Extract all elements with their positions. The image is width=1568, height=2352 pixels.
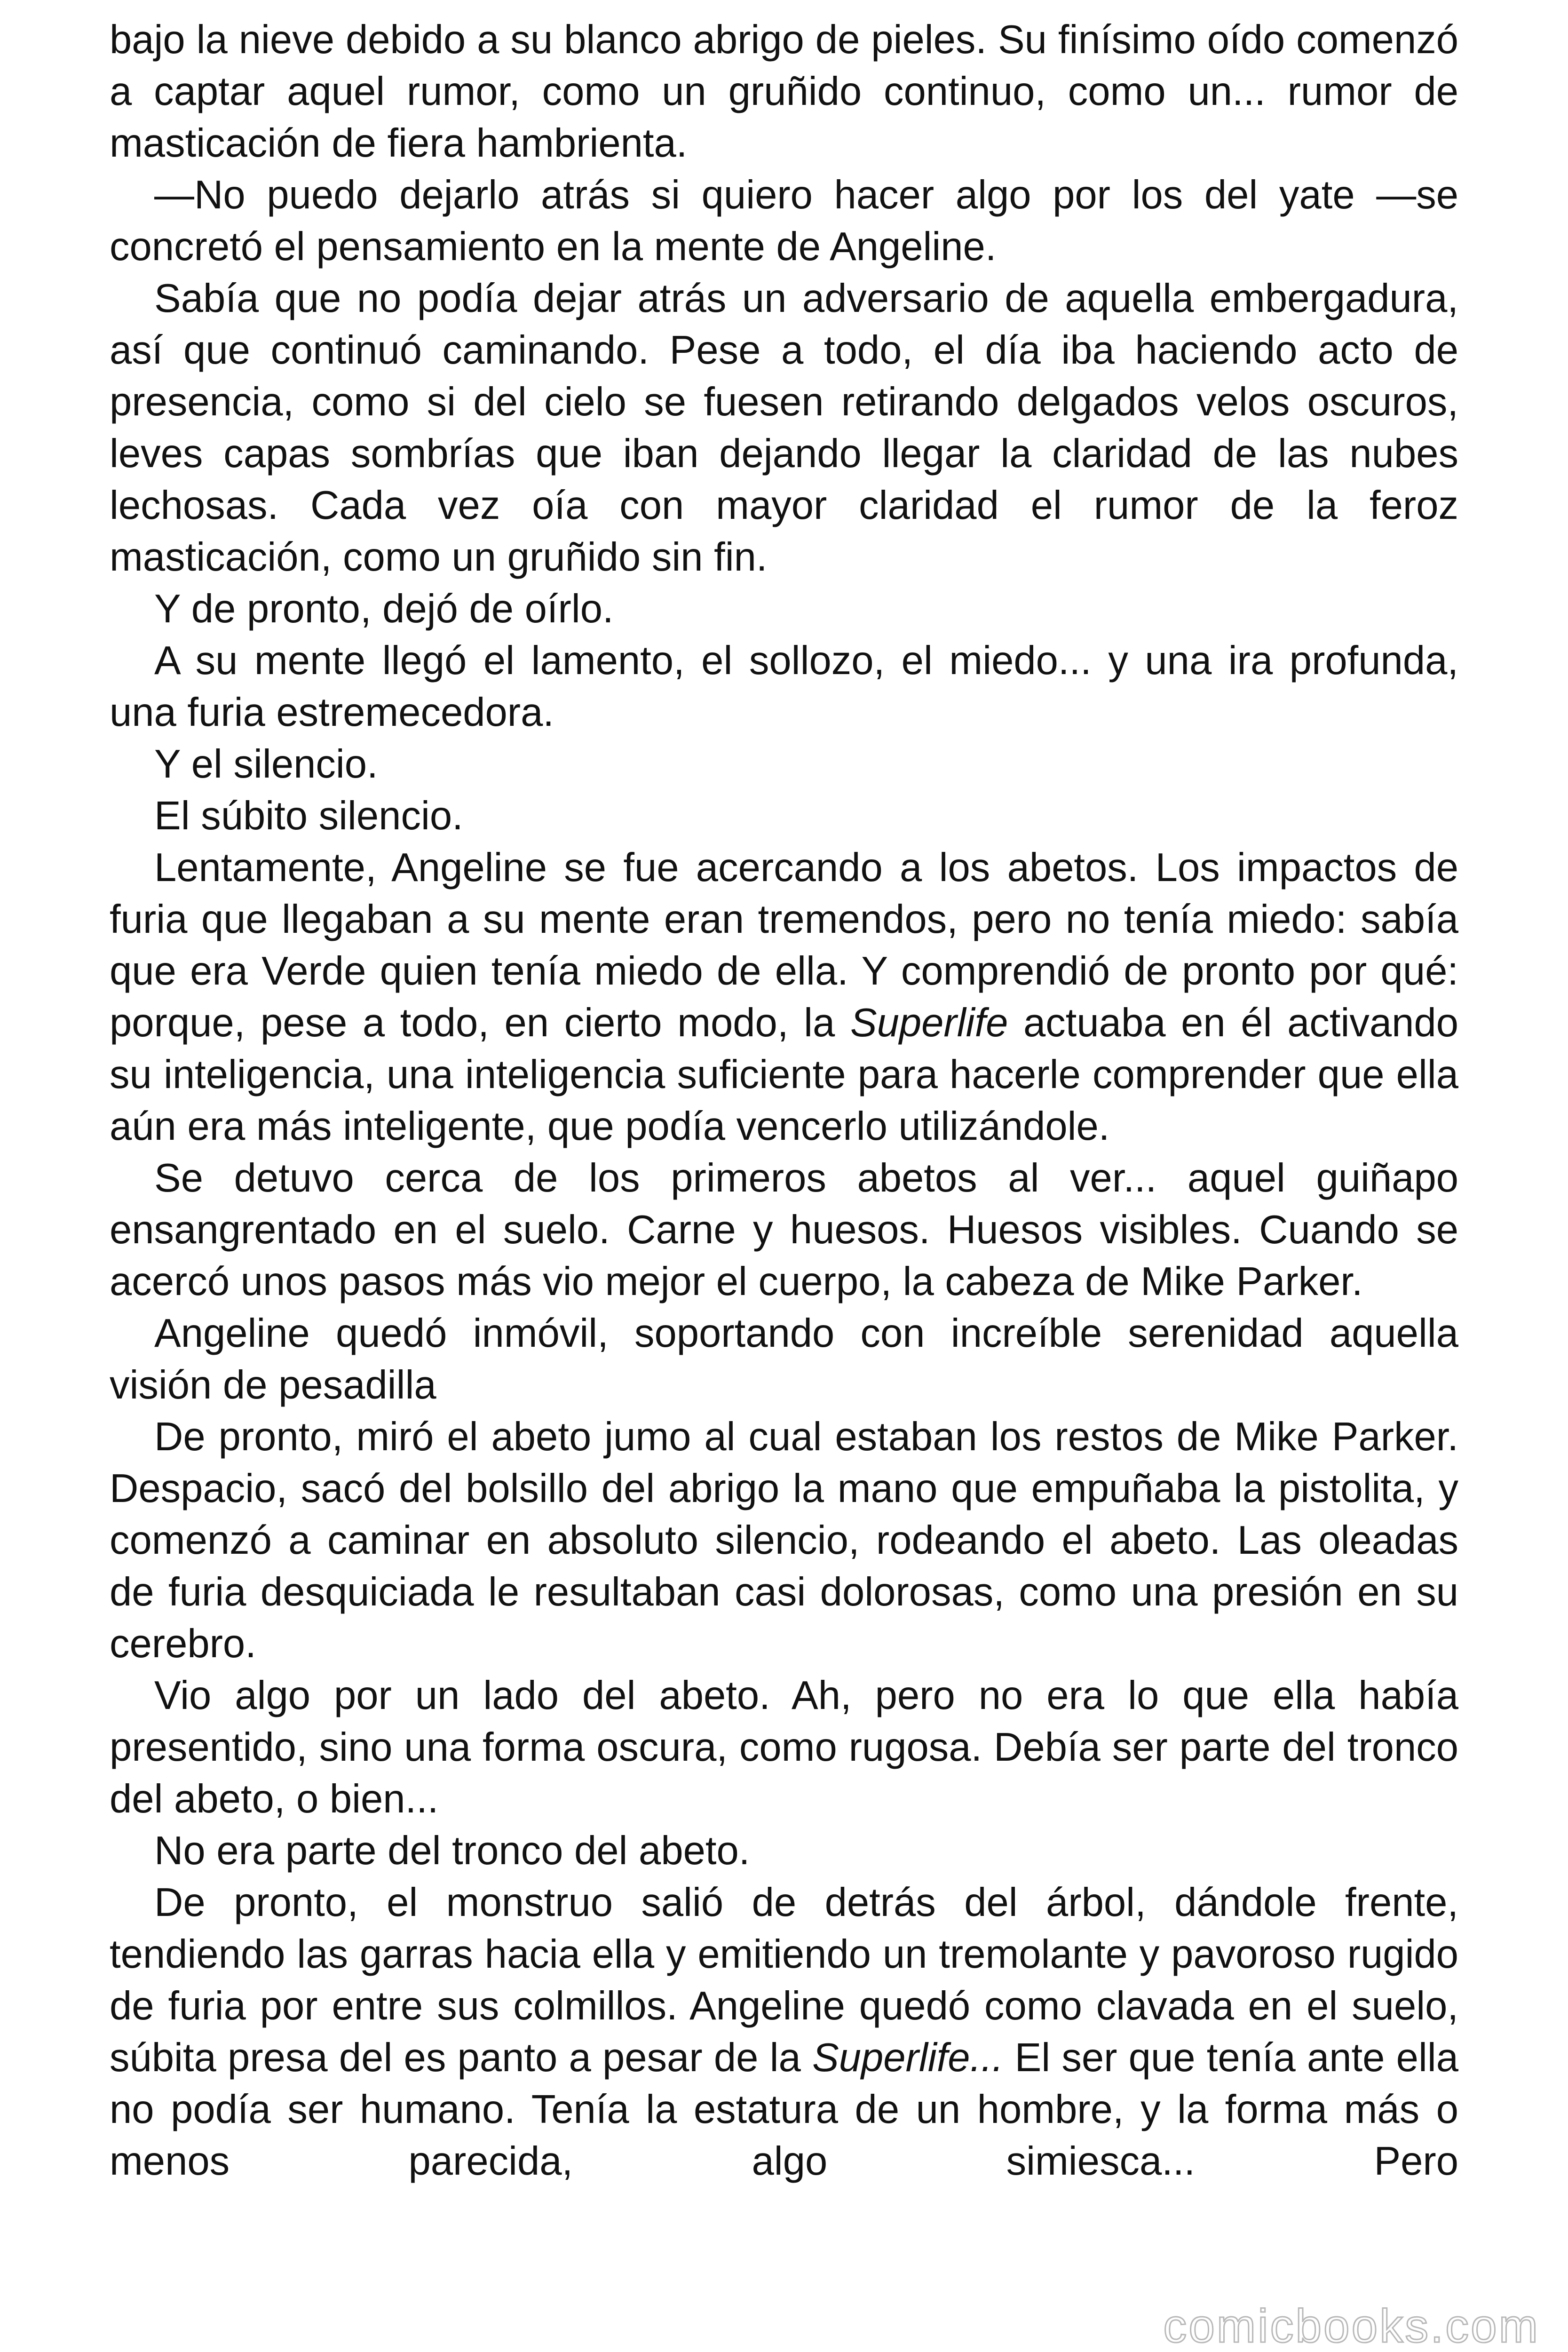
paragraph bbox=[110, 635, 1458, 739]
text-run: De pronto, el monstruo salió de detrás del árbol, dándole frente, tendiendo las garras hacia ella y emitiendo un tremolante y pavoroso rugido de furia por entre sus colmillos. Angeline quedó como clavada en el suelo, súbita presa del es panto a pesar de la bbox=[110, 1880, 1458, 2080]
text-run: Y de pronto, dejó de oírlo. bbox=[154, 587, 614, 631]
text-run: Sabía que no podía dejar atrás un adversario de aquella embergadura, así que continuó caminando. Pese a todo, el día iba haciendo acto de presencia, como si del cielo se fuesen retirando delgados velos oscuros, leves capas sombrías que iban dejando llegar la claridad de las nubes lechosas. Cada vez oía con mayor claridad el rumor de la feroz masticación, como un gruñido sin fin. bbox=[110, 276, 1458, 580]
paragraph bbox=[110, 1308, 1458, 1411]
text-run: Lentamente, Angeline se fue acercando a los abetos. Los impactos de furia que llegaban a su mente eran tremendos, pero no tenía miedo: sabía que era Verde quien tenía miedo de ella. Y comprendió de pronto por qué: porque, pese a todo, en cierto modo, la bbox=[110, 845, 1458, 1045]
text-run: No era parte del tronco del abeto. bbox=[154, 1828, 750, 1873]
paragraph bbox=[110, 790, 1458, 842]
text-run: bajo la nieve debido a su blanco abrigo de pieles. Su finísimo oído comenzó a captar aquel rumor, como un gruñido continuo, como un... rumor de masticación de fiera hambrienta. bbox=[110, 17, 1458, 166]
text-run: A su mente llegó el lamento, el sollozo, el miedo... y una ira profunda, una furia estremecedora. bbox=[110, 638, 1458, 735]
page-text bbox=[110, 14, 1458, 2187]
paragraph bbox=[110, 273, 1458, 583]
text-run: Y el silencio. bbox=[154, 742, 378, 787]
paragraph bbox=[110, 14, 1458, 169]
paragraph bbox=[110, 1411, 1458, 1670]
italic-text: Superlife... bbox=[812, 2035, 1004, 2080]
paragraph bbox=[110, 1152, 1458, 1308]
text-run: Angeline quedó inmóvil, soportando con increíble serenidad aquella visión de pesadilla bbox=[110, 1311, 1458, 1407]
text-run: —No puedo dejarlo atrás si quiero hacer algo por los del yate —se concretó el pensamiento en la mente de Angeline. bbox=[110, 173, 1458, 269]
paragraph bbox=[110, 169, 1458, 273]
paragraph bbox=[110, 583, 1458, 635]
text-run: actuaba en él activando su inteligencia, una inteligencia suficiente para hacerle comprender que ella aún era más inteligente, que podía vencerlo utilizándole. bbox=[110, 1001, 1459, 1149]
text-run: Vio algo por un lado del abeto. Ah, pero no era lo que ella había presentido, sino una forma oscura, como rugosa. Debía ser parte del tronco del abeto, o bien... bbox=[110, 1673, 1458, 1821]
watermark: comicbooks.com bbox=[1163, 2300, 1540, 2352]
text-run: De pronto, miró el abeto jumo al cual estaban los restos de Mike Parker. Despacio, sacó del bolsillo del abrigo la mano que empuñaba la pistolita, y comenzó a caminar en absoluto silencio, rodeando el abeto. Las oleadas de furia desquiciada le resultaban casi dolorosas, como una presión en su cerebro. bbox=[110, 1414, 1458, 1666]
paragraph bbox=[110, 1825, 1458, 1877]
paragraph bbox=[110, 739, 1458, 790]
paragraph bbox=[110, 1670, 1458, 1825]
paragraph bbox=[110, 1877, 1458, 2187]
text-run: El súbito silencio. bbox=[154, 794, 463, 838]
italic-text: Superlife bbox=[850, 1001, 1008, 1045]
text-run: El ser que tenía ante ella no podía ser humano. Tenía la estatura de un hombre, y la forma más o menos parecida, algo simiesca... Pero bbox=[110, 2035, 1458, 2184]
paragraph bbox=[110, 842, 1458, 1152]
text-run: Se detuvo cerca de los primeros abetos al ver... aquel guiñapo ensangrentado en el suelo. Carne y huesos. Huesos visibles. Cuando se acercó unos pasos más vio mejor el cuerpo, la cabeza de Mike Parker. bbox=[110, 1156, 1458, 1304]
